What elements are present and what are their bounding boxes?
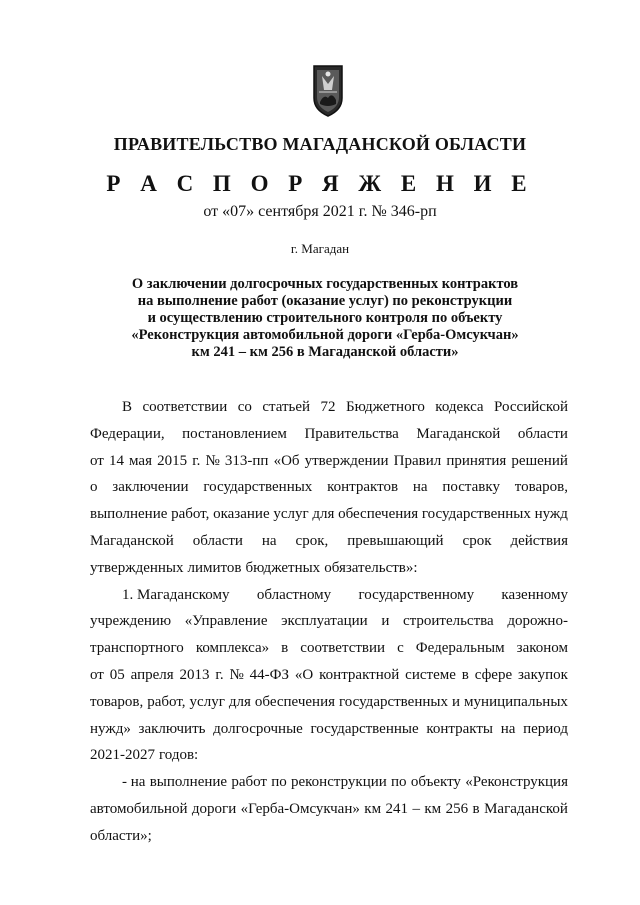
body-line bbox=[90, 448, 568, 475]
body-word: действия bbox=[510, 532, 568, 549]
document-body bbox=[90, 394, 568, 850]
body-word: - на bbox=[122, 774, 146, 791]
body-word: выполнение bbox=[149, 774, 228, 791]
body-line bbox=[90, 796, 568, 823]
body-word: для bbox=[312, 506, 335, 523]
body-word: решений bbox=[511, 452, 568, 469]
body-word: автомобильной bbox=[90, 800, 188, 817]
body-word: с bbox=[397, 640, 404, 657]
body-word: государственных bbox=[203, 479, 313, 496]
body-word: 72 bbox=[320, 399, 336, 415]
body-word: Магаданской bbox=[416, 425, 501, 442]
title-line: и осуществлению строительного контроля по объекту bbox=[147, 310, 503, 326]
body-word: строительства bbox=[402, 613, 494, 630]
body-word: и bbox=[381, 613, 390, 630]
body-word: казенному bbox=[501, 586, 568, 603]
body-word: принятия bbox=[446, 452, 507, 469]
body-word: области bbox=[192, 532, 243, 549]
body-word: 14 bbox=[108, 452, 124, 469]
body-word: на bbox=[261, 532, 277, 549]
body-word: и bbox=[452, 693, 461, 710]
body-word: областному bbox=[256, 586, 332, 603]
body-word: превышающий bbox=[347, 532, 444, 549]
body-word: системе bbox=[405, 666, 456, 683]
body-word: для bbox=[228, 693, 251, 710]
body-line bbox=[90, 555, 568, 582]
body-word: 313-пп bbox=[224, 452, 269, 469]
body-word: Федеральным bbox=[415, 640, 505, 657]
title-line: О заключении долгосрочных государственных контрактов bbox=[131, 276, 519, 292]
body-word: Федерации, bbox=[90, 425, 165, 442]
body-word: контрактов bbox=[327, 479, 399, 496]
body-word: со bbox=[237, 399, 252, 415]
body-word: 44-ФЗ bbox=[249, 666, 290, 683]
body-word: эксплуатации bbox=[281, 613, 368, 630]
body-line bbox=[90, 769, 568, 796]
body-word: государственному bbox=[358, 586, 475, 603]
body-word: оказание bbox=[213, 506, 270, 523]
body-word: по bbox=[391, 774, 407, 791]
body-word: г. bbox=[215, 666, 224, 683]
body-word: № bbox=[229, 666, 244, 683]
body-word: период bbox=[523, 720, 568, 737]
body-word: статьей bbox=[262, 399, 311, 415]
body-word: товаров, bbox=[514, 479, 568, 496]
body-word: услуг bbox=[273, 506, 309, 523]
body-word: 241 bbox=[385, 800, 409, 817]
body-word: – bbox=[412, 800, 420, 817]
body-line bbox=[90, 582, 568, 609]
body-word: постановлением bbox=[182, 425, 287, 442]
magadan-coat-of-arms-icon bbox=[308, 64, 348, 118]
body-word: контрактной bbox=[319, 666, 400, 683]
body-line bbox=[90, 716, 568, 743]
body-word: по bbox=[271, 774, 287, 791]
title-line: км 241 – км 256 в Магаданской области» bbox=[191, 344, 459, 360]
body-word: 256 bbox=[445, 800, 469, 817]
body-word: транспортного bbox=[90, 640, 184, 657]
body-word: контракты bbox=[426, 720, 494, 737]
body-line bbox=[90, 528, 568, 555]
body-word: км bbox=[364, 800, 382, 817]
body-word: товаров, bbox=[90, 693, 144, 710]
document-title bbox=[60, 276, 590, 361]
body-word: работ, bbox=[147, 693, 186, 710]
body-word: от bbox=[90, 452, 104, 469]
body-word: 05 bbox=[109, 666, 125, 683]
body-word: на bbox=[412, 479, 428, 496]
body-word: лимитов bbox=[187, 559, 242, 576]
body-word: о bbox=[90, 479, 98, 496]
body-word: годов: bbox=[159, 747, 199, 764]
body-line bbox=[90, 608, 568, 635]
body-word: закупок bbox=[518, 666, 568, 683]
body-word: обязательств»: bbox=[324, 559, 418, 576]
body-word: бюджетных bbox=[245, 559, 321, 576]
body-word: долгосрочные bbox=[213, 720, 303, 737]
body-word: «Управление bbox=[184, 613, 268, 630]
body-word: выполнение bbox=[90, 506, 168, 523]
body-word: муниципальных bbox=[464, 693, 568, 710]
body-word: дорожно- bbox=[507, 613, 568, 630]
body-word: кодекса bbox=[435, 399, 484, 415]
body-word: заключить bbox=[138, 720, 206, 737]
title-line: «Реконструкция автомобильной дороги «Герба-Омсукчан» bbox=[131, 327, 519, 343]
body-word: Магаданской bbox=[90, 532, 174, 549]
body-word: работ bbox=[231, 774, 267, 791]
body-word: «Об bbox=[273, 452, 300, 469]
body-word: комплекса» bbox=[195, 640, 270, 657]
body-word: Бюджетного bbox=[345, 399, 425, 415]
body-word: государственных bbox=[421, 506, 531, 523]
title-line: на выполнение работ (оказание услуг) по реконструкции bbox=[137, 293, 513, 309]
body-line bbox=[90, 474, 568, 501]
body-word: 2021-2027 bbox=[90, 747, 155, 764]
body-word: дороги bbox=[191, 800, 237, 817]
body-word: в bbox=[472, 800, 480, 817]
body-line bbox=[90, 501, 568, 528]
body-word: поставку bbox=[442, 479, 500, 496]
body-word: на bbox=[500, 720, 516, 737]
body-line bbox=[90, 394, 568, 421]
organization-name: ПРАВИТЕЛЬСТВО МАГАДАНСКОЙ ОБЛАСТИ bbox=[113, 134, 527, 154]
body-line bbox=[90, 635, 568, 662]
body-word: объекту bbox=[410, 774, 461, 791]
body-word: государственных bbox=[339, 693, 448, 710]
body-word: 2013 bbox=[179, 666, 210, 683]
body-line bbox=[90, 689, 568, 716]
body-word: утверждении bbox=[304, 452, 389, 469]
body-line bbox=[90, 823, 568, 850]
body-word: апреля bbox=[130, 666, 174, 683]
body-word: от bbox=[90, 666, 104, 683]
body-word: области»; bbox=[90, 827, 152, 844]
body-word: Правительства bbox=[304, 425, 399, 442]
body-word: нужд» bbox=[90, 720, 131, 737]
body-line bbox=[90, 421, 568, 448]
body-line bbox=[90, 742, 568, 769]
body-word: законом bbox=[516, 640, 568, 657]
body-word: сфере bbox=[474, 666, 513, 683]
body-word: В bbox=[122, 399, 133, 415]
body-word: обеспечения bbox=[338, 506, 419, 523]
body-word: г. bbox=[192, 452, 201, 469]
body-word: «О bbox=[294, 666, 314, 683]
body-word: обеспечения bbox=[254, 693, 335, 710]
body-word: соответствии bbox=[142, 399, 228, 415]
body-word: мая bbox=[129, 452, 152, 469]
body-word: 1. Магаданскому bbox=[122, 586, 230, 603]
body-word: срок, bbox=[295, 532, 329, 549]
body-word: учреждению bbox=[90, 613, 172, 630]
body-word: реконструкции bbox=[291, 774, 387, 791]
body-word: заключении bbox=[112, 479, 189, 496]
body-word: области bbox=[517, 425, 568, 442]
document-city: г. Магадан bbox=[290, 241, 350, 256]
document-date-number: от «07» сентября 2021 г. № 346-рп bbox=[203, 203, 437, 220]
body-word: срок bbox=[462, 532, 492, 549]
body-word: государственные bbox=[310, 720, 419, 737]
body-word: утвержденных bbox=[90, 559, 184, 576]
body-word: услуг bbox=[189, 693, 225, 710]
body-word: № bbox=[205, 452, 220, 469]
body-word: нужд bbox=[534, 506, 568, 523]
body-word: Российской bbox=[494, 399, 568, 415]
body-word: в bbox=[281, 640, 289, 657]
body-word: работ, bbox=[171, 506, 210, 523]
body-word: «Герба-Омсукчан» bbox=[240, 800, 360, 817]
body-word: Правил bbox=[393, 452, 442, 469]
body-line bbox=[90, 662, 568, 689]
body-word: соответствии bbox=[300, 640, 386, 657]
body-word: 2015 bbox=[157, 452, 188, 469]
body-word: в bbox=[461, 666, 469, 683]
document-type: Р А С П О Р Я Ж Е Н И Е bbox=[106, 171, 534, 196]
body-word: «Реконструкция bbox=[465, 774, 568, 791]
body-word: Магаданской bbox=[484, 800, 568, 817]
body-word: км bbox=[424, 800, 442, 817]
